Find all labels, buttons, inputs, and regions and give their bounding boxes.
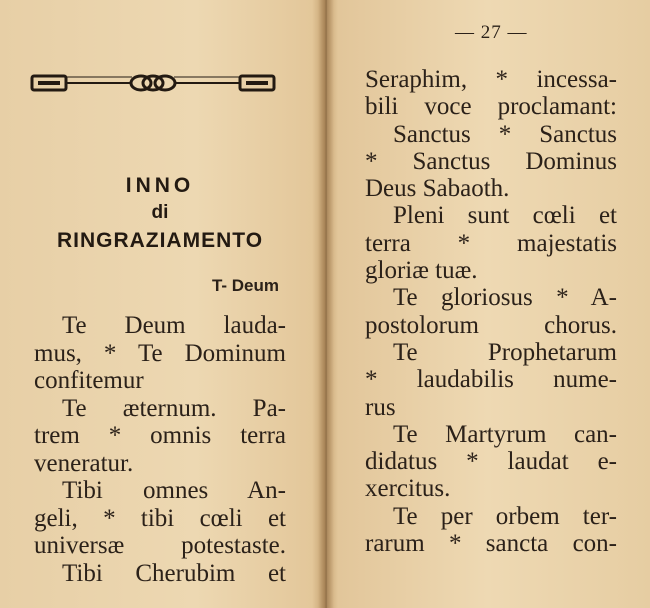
verse-line: Te Prophetarum xyxy=(393,338,617,366)
title-line: RINGRAZIAMENTO xyxy=(56,229,264,252)
hymn-title xyxy=(40,172,280,256)
verse-line: Seraphim, * incessa- xyxy=(365,66,617,93)
verse-line: bili voce proclamant: xyxy=(365,93,617,121)
verse-line: * Sanctus Dominus xyxy=(365,147,617,175)
verse-line: geli, * tibi cœli et xyxy=(34,504,286,532)
verse-text xyxy=(34,312,286,587)
verse-line: Te Deum lauda- xyxy=(62,312,286,339)
verse-line: Tibi omnes An- xyxy=(62,477,286,504)
verse-line: Tibi Cherubim et xyxy=(62,559,286,587)
verse-line: mus, * Te Dominum xyxy=(34,339,286,367)
verse-line: Te gloriosus * A- xyxy=(393,284,617,312)
verse-line: xercitus. xyxy=(365,475,451,503)
verse-line: rus xyxy=(365,393,396,421)
verse-line: postolorum chorus. xyxy=(365,311,617,339)
verse-line: Deus Sabaoth. xyxy=(365,175,510,203)
verse-line: Sanctus * Sanctus xyxy=(393,120,617,148)
verse-line: didatus * laudat e- xyxy=(365,448,617,476)
verse-line: gloriæ tuæ. xyxy=(365,257,478,285)
verse-line: trem * omnis terra xyxy=(34,422,286,449)
verse-line: rarum * sancta con- xyxy=(365,530,617,558)
right-page xyxy=(327,0,650,608)
verse-line: terra * majestatis xyxy=(365,229,617,257)
hymn-subtitle: T- Deum xyxy=(211,276,279,295)
verse-line: universæ potestaste. xyxy=(34,532,286,559)
verse-line: Te Martyrum can- xyxy=(393,420,617,448)
verse-line: * laudabilis nume- xyxy=(365,366,617,394)
verse-line: Te per orbem ter- xyxy=(393,502,617,530)
verse-line: Te æternum. Pa- xyxy=(62,394,286,422)
title-line: di xyxy=(151,202,169,223)
verse-line: Pleni sunt cœli et xyxy=(393,202,617,230)
decorative-ornament xyxy=(28,66,278,100)
page-number: — 27 — xyxy=(455,22,528,43)
title-line: INNO xyxy=(125,174,195,197)
verse-text xyxy=(365,66,617,557)
verse-line: veneratur. xyxy=(34,449,134,477)
verse-line: confitemur xyxy=(34,367,144,394)
